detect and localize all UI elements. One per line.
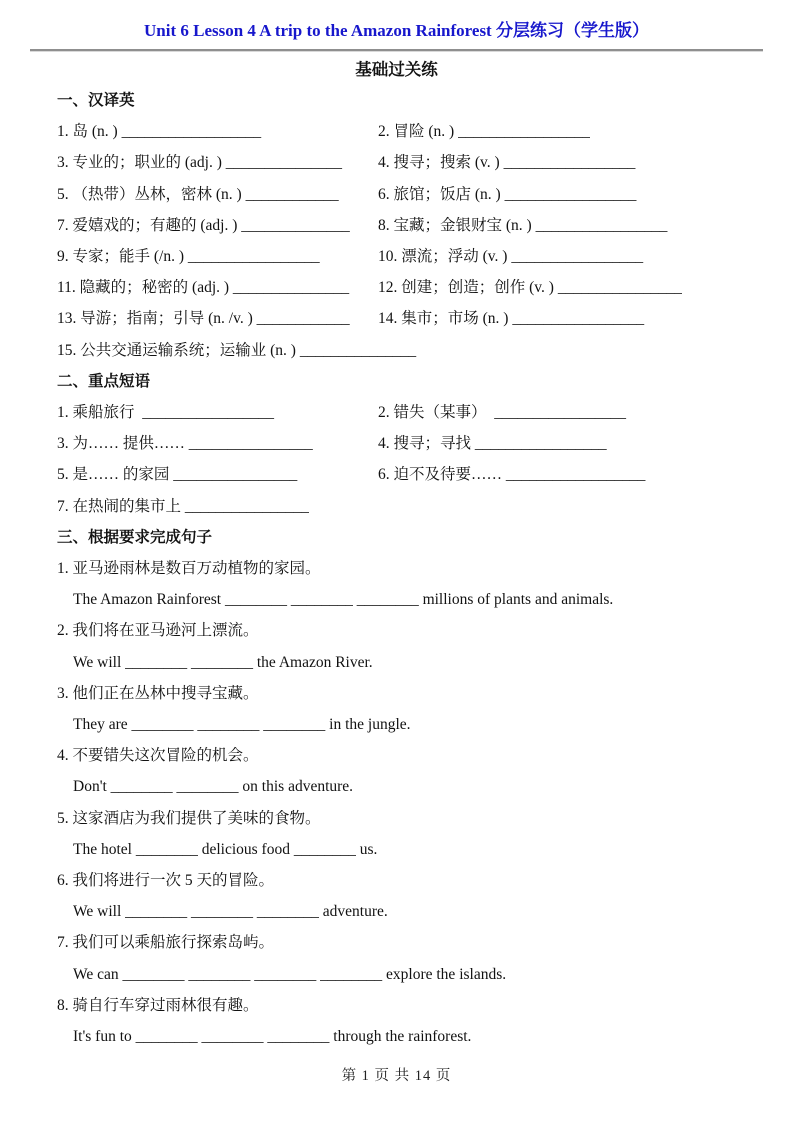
exercise-set-title: 基础过关练 [355, 60, 438, 79]
sentence-item [57, 740, 763, 802]
section-3-heading: 三、根据要求完成句子 [57, 528, 213, 546]
vocab-row [57, 179, 763, 210]
vocab-item: 11. 隐藏的；秘密的 (adj. ) _______________ [57, 279, 350, 297]
vocab-item: 5. （热带）丛林，密林 (n. ) ____________ [57, 185, 339, 203]
sentence-item [57, 678, 763, 740]
vocab-item: 14. 集市；市场 (n. ) _________________ [378, 310, 645, 328]
sentence-chinese: 1. 亚马逊雨林是数百万动植物的家园。 [57, 560, 321, 578]
sentence-english-blanks: Don't ________ ________ on this adventure. [73, 778, 354, 796]
sentence-chinese: 5. 这家酒店为我们提供了美味的食物。 [57, 809, 321, 827]
phrase-item: 6. 迫不及待要…… __________________ [378, 466, 646, 484]
vocab-item: 7. 爱嬉戏的；有趣的 (adj. ) ______________ [57, 216, 350, 234]
vocab-item: 2. 冒险 (n. ) _________________ [378, 123, 590, 141]
vocab-item: 9. 专家；能手 (/n. ) _________________ [57, 248, 320, 266]
vocab-item: 4. 搜寻；搜索 (v. ) _________________ [378, 154, 636, 172]
phrase-item: 7. 在热闹的集市上 ________________ [57, 497, 309, 515]
section-2-heading: 二、重点短语 [57, 372, 151, 390]
phrase-row [57, 397, 763, 428]
sentence-item [57, 803, 763, 865]
phrase-item: 5. 是…… 的家园 ________________ [57, 466, 298, 484]
phrase-row [57, 428, 763, 459]
vocab-item: 12. 创建；创造；创作 (v. ) ________________ [378, 279, 682, 297]
vocab-item: 6. 旅馆；饭店 (n. ) _________________ [378, 185, 637, 203]
section-1-heading: 一、汉译英 [57, 92, 135, 109]
vocab-item: 15. 公共交通运输系统；运输业 (n. ) _______________ [57, 341, 417, 359]
vocab-row [57, 335, 763, 366]
sentence-item [57, 615, 763, 677]
sentence-english-blanks: We will ________ ________ the Amazon River. [73, 653, 373, 671]
phrase-item: 1. 乘船旅行 _________________ [57, 404, 275, 422]
document-title: Unit 6 Lesson 4 A trip to the Amazon Rainforest 分层练习（学生版） [144, 21, 649, 40]
sentence-item [57, 990, 763, 1052]
sentence-english-blanks: They are ________ ________ ________ in the jungle. [73, 716, 411, 734]
page-footer: 第 1 页 共 14 页 [341, 1068, 452, 1085]
vocab-row [57, 303, 763, 334]
phrase-item: 3. 为…… 提供…… ________________ [57, 435, 313, 453]
sentence-item [57, 865, 763, 927]
phrase-row [57, 491, 763, 522]
vocab-item: 3. 专业的；职业的 (adj. ) _______________ [57, 154, 343, 172]
vocab-row [57, 116, 763, 147]
sentence-chinese: 7. 我们可以乘船旅行探索岛屿。 [57, 934, 275, 952]
worksheet-content [30, 85, 763, 1052]
sentence-chinese: 2. 我们将在亚马逊河上漂流。 [57, 622, 259, 640]
vocab-item: 8. 宝藏；金银财宝 (n. ) _________________ [378, 216, 668, 234]
vocab-row [57, 272, 763, 303]
sentence-item [57, 927, 763, 989]
sentence-english-blanks: We will ________ ________ ________ adventure. [73, 903, 388, 921]
vocab-row [57, 241, 763, 272]
sentence-english-blanks: It's fun to ________ ________ ________ through the rainforest. [73, 1028, 472, 1046]
vocab-item: 1. 岛 (n. ) __________________ [57, 123, 262, 141]
phrase-item: 2. 错失（某事） _________________ [378, 404, 627, 422]
vocab-row [57, 210, 763, 241]
sentence-item [57, 553, 763, 615]
phrase-item: 4. 搜寻；寻找 _________________ [378, 435, 607, 453]
sentence-english-blanks: We can ________ ________ ________ ________ explore the islands. [73, 965, 507, 983]
sentence-chinese: 8. 骑自行车穿过雨林很有趣。 [57, 996, 259, 1014]
vocab-row [57, 147, 763, 178]
sentence-chinese: 4. 不要错失这次冒险的机会。 [57, 747, 259, 765]
sentence-chinese: 3. 他们正在丛林中搜寻宝藏。 [57, 684, 259, 702]
vocab-item: 13. 导游；指南；引导 (n. /v. ) ____________ [57, 310, 350, 328]
title-divider [30, 49, 763, 52]
sentence-english-blanks: The Amazon Rainforest ________ ________ ________ millions of plants and animals. [73, 591, 614, 609]
sentence-english-blanks: The hotel ________ delicious food ________ us. [73, 840, 378, 858]
vocab-item: 10. 漂流；浮动 (v. ) _________________ [378, 248, 644, 266]
phrase-row [57, 459, 763, 490]
sentence-chinese: 6. 我们将进行一次 5 天的冒险。 [57, 872, 275, 890]
